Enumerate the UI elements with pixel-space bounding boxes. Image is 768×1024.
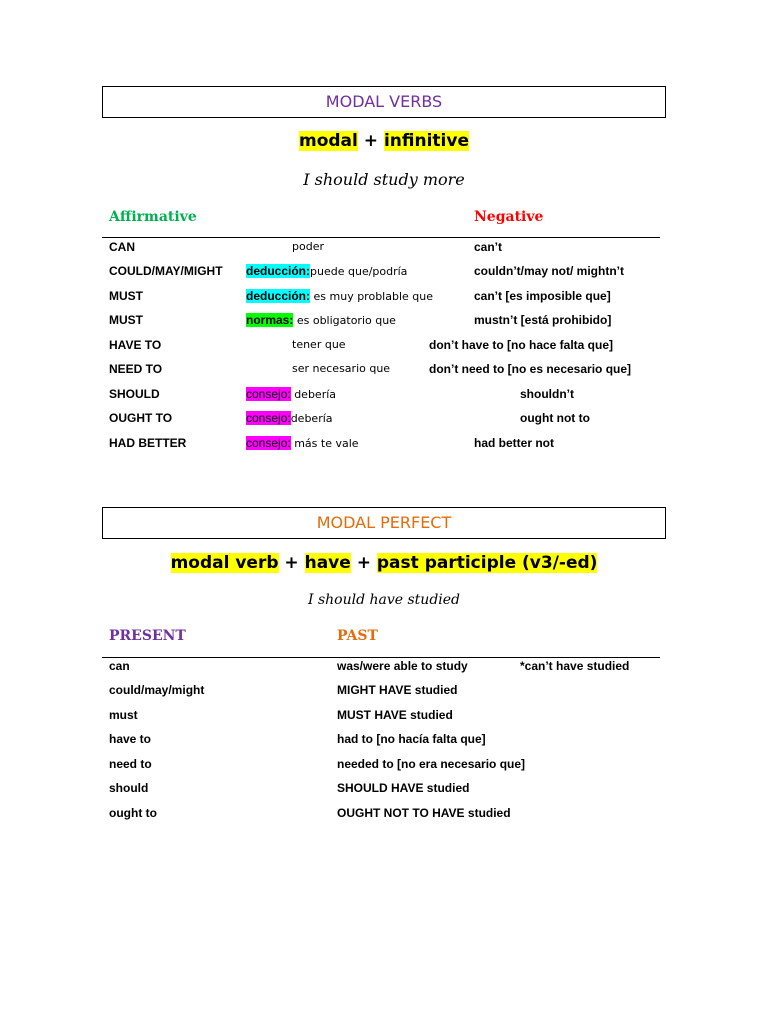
meaning-text: debería bbox=[290, 412, 333, 425]
past-cell: OUGHT NOT TO HAVE studied bbox=[337, 806, 511, 820]
verb-cell: OUGHT TO bbox=[109, 411, 173, 425]
meaning-cell bbox=[246, 263, 407, 280]
affirmative-header: Affirmative bbox=[109, 209, 197, 225]
note-cell: *can’t have studied bbox=[520, 659, 630, 673]
negative-cell: can’t bbox=[474, 240, 503, 254]
tag-highlight: deducción: bbox=[246, 289, 311, 303]
verb-cell: HAD BETTER bbox=[109, 436, 187, 450]
formula-plus: + bbox=[278, 553, 305, 573]
verb-cell: MUST bbox=[109, 289, 143, 303]
meaning-cell bbox=[246, 288, 433, 305]
past-cell: MUST HAVE studied bbox=[337, 708, 453, 722]
modal-verbs-title: MODAL VERBS bbox=[102, 86, 666, 118]
negative-cell: ought not to bbox=[520, 411, 590, 425]
past-cell: needed to [no era necesario que] bbox=[337, 757, 526, 771]
negative-cell: shouldn’t bbox=[520, 387, 574, 401]
past-cell: was/were able to study bbox=[337, 659, 468, 673]
past-cell: MIGHT HAVE studied bbox=[337, 683, 458, 697]
formula-past-participle: past participle (v3/-ed) bbox=[376, 553, 598, 573]
tag-highlight: deducción: bbox=[246, 264, 311, 278]
verb-cell: SHOULD bbox=[109, 387, 160, 401]
past-cell: SHOULD HAVE studied bbox=[337, 781, 470, 795]
tag-highlight: consejo: bbox=[246, 436, 291, 450]
tag-highlight: consejo: bbox=[246, 411, 291, 425]
modal-verbs-formula bbox=[0, 131, 768, 151]
meaning-cell bbox=[246, 312, 396, 329]
past-header: PAST bbox=[337, 628, 378, 644]
negative-cell: don’t need to [no es necesario que] bbox=[429, 362, 632, 376]
meaning-cell bbox=[246, 435, 359, 452]
present-cell: can bbox=[109, 659, 130, 673]
meaning-cell: tener que bbox=[292, 338, 346, 351]
present-cell: ought to bbox=[109, 806, 157, 820]
present-cell: need to bbox=[109, 757, 152, 771]
meaning-text: puede que/podría bbox=[310, 265, 408, 278]
negative-cell: had better not bbox=[474, 436, 554, 450]
present-cell: should bbox=[109, 781, 149, 795]
present-cell: must bbox=[109, 708, 138, 722]
formula-have: have bbox=[304, 553, 351, 573]
meaning-text: más te vale bbox=[290, 437, 359, 450]
modal-verbs-divider bbox=[102, 237, 660, 238]
meaning-cell: poder bbox=[292, 240, 324, 253]
meaning-cell: ser necesario que bbox=[292, 362, 391, 375]
negative-cell: can’t [es imposible que] bbox=[474, 289, 611, 303]
formula-infinitive: infinitive bbox=[383, 131, 469, 151]
modal-perfect-formula bbox=[0, 553, 768, 573]
tag-highlight: consejo: bbox=[246, 387, 291, 401]
verb-cell: MUST bbox=[109, 313, 143, 327]
negative-header: Negative bbox=[474, 209, 544, 225]
formula-modal-verb: modal verb bbox=[170, 553, 279, 573]
formula-plus: + bbox=[357, 131, 384, 151]
modal-verbs-example: I should study more bbox=[303, 170, 465, 189]
meaning-cell bbox=[246, 386, 336, 403]
present-header: PRESENT bbox=[109, 628, 186, 644]
formula-plus: + bbox=[350, 553, 377, 573]
tag-highlight: normas: bbox=[246, 313, 294, 327]
modal-perfect-title: MODAL PERFECT bbox=[102, 507, 666, 539]
verb-cell: HAVE TO bbox=[109, 338, 162, 352]
verb-cell: CAN bbox=[109, 240, 135, 254]
modal-perfect-example: I should have studied bbox=[307, 592, 461, 608]
verb-cell: NEED TO bbox=[109, 362, 163, 376]
negative-cell: don’t have to [no hace falta que] bbox=[429, 338, 614, 352]
present-cell: could/may/might bbox=[109, 683, 205, 697]
meaning-text: es muy problable que bbox=[310, 290, 433, 303]
past-cell: had to [no hacía falta que] bbox=[337, 732, 486, 746]
meaning-cell bbox=[246, 410, 333, 427]
present-cell: have to bbox=[109, 732, 152, 746]
meaning-text: debería bbox=[290, 388, 337, 401]
formula-modal: modal bbox=[299, 131, 358, 151]
verb-cell: COULD/MAY/MIGHT bbox=[109, 264, 223, 278]
meaning-text: es obligatorio que bbox=[293, 314, 396, 327]
negative-cell: couldn’t/may not/ mightn’t bbox=[474, 264, 624, 278]
negative-cell: mustn’t [está prohibido] bbox=[474, 313, 612, 327]
